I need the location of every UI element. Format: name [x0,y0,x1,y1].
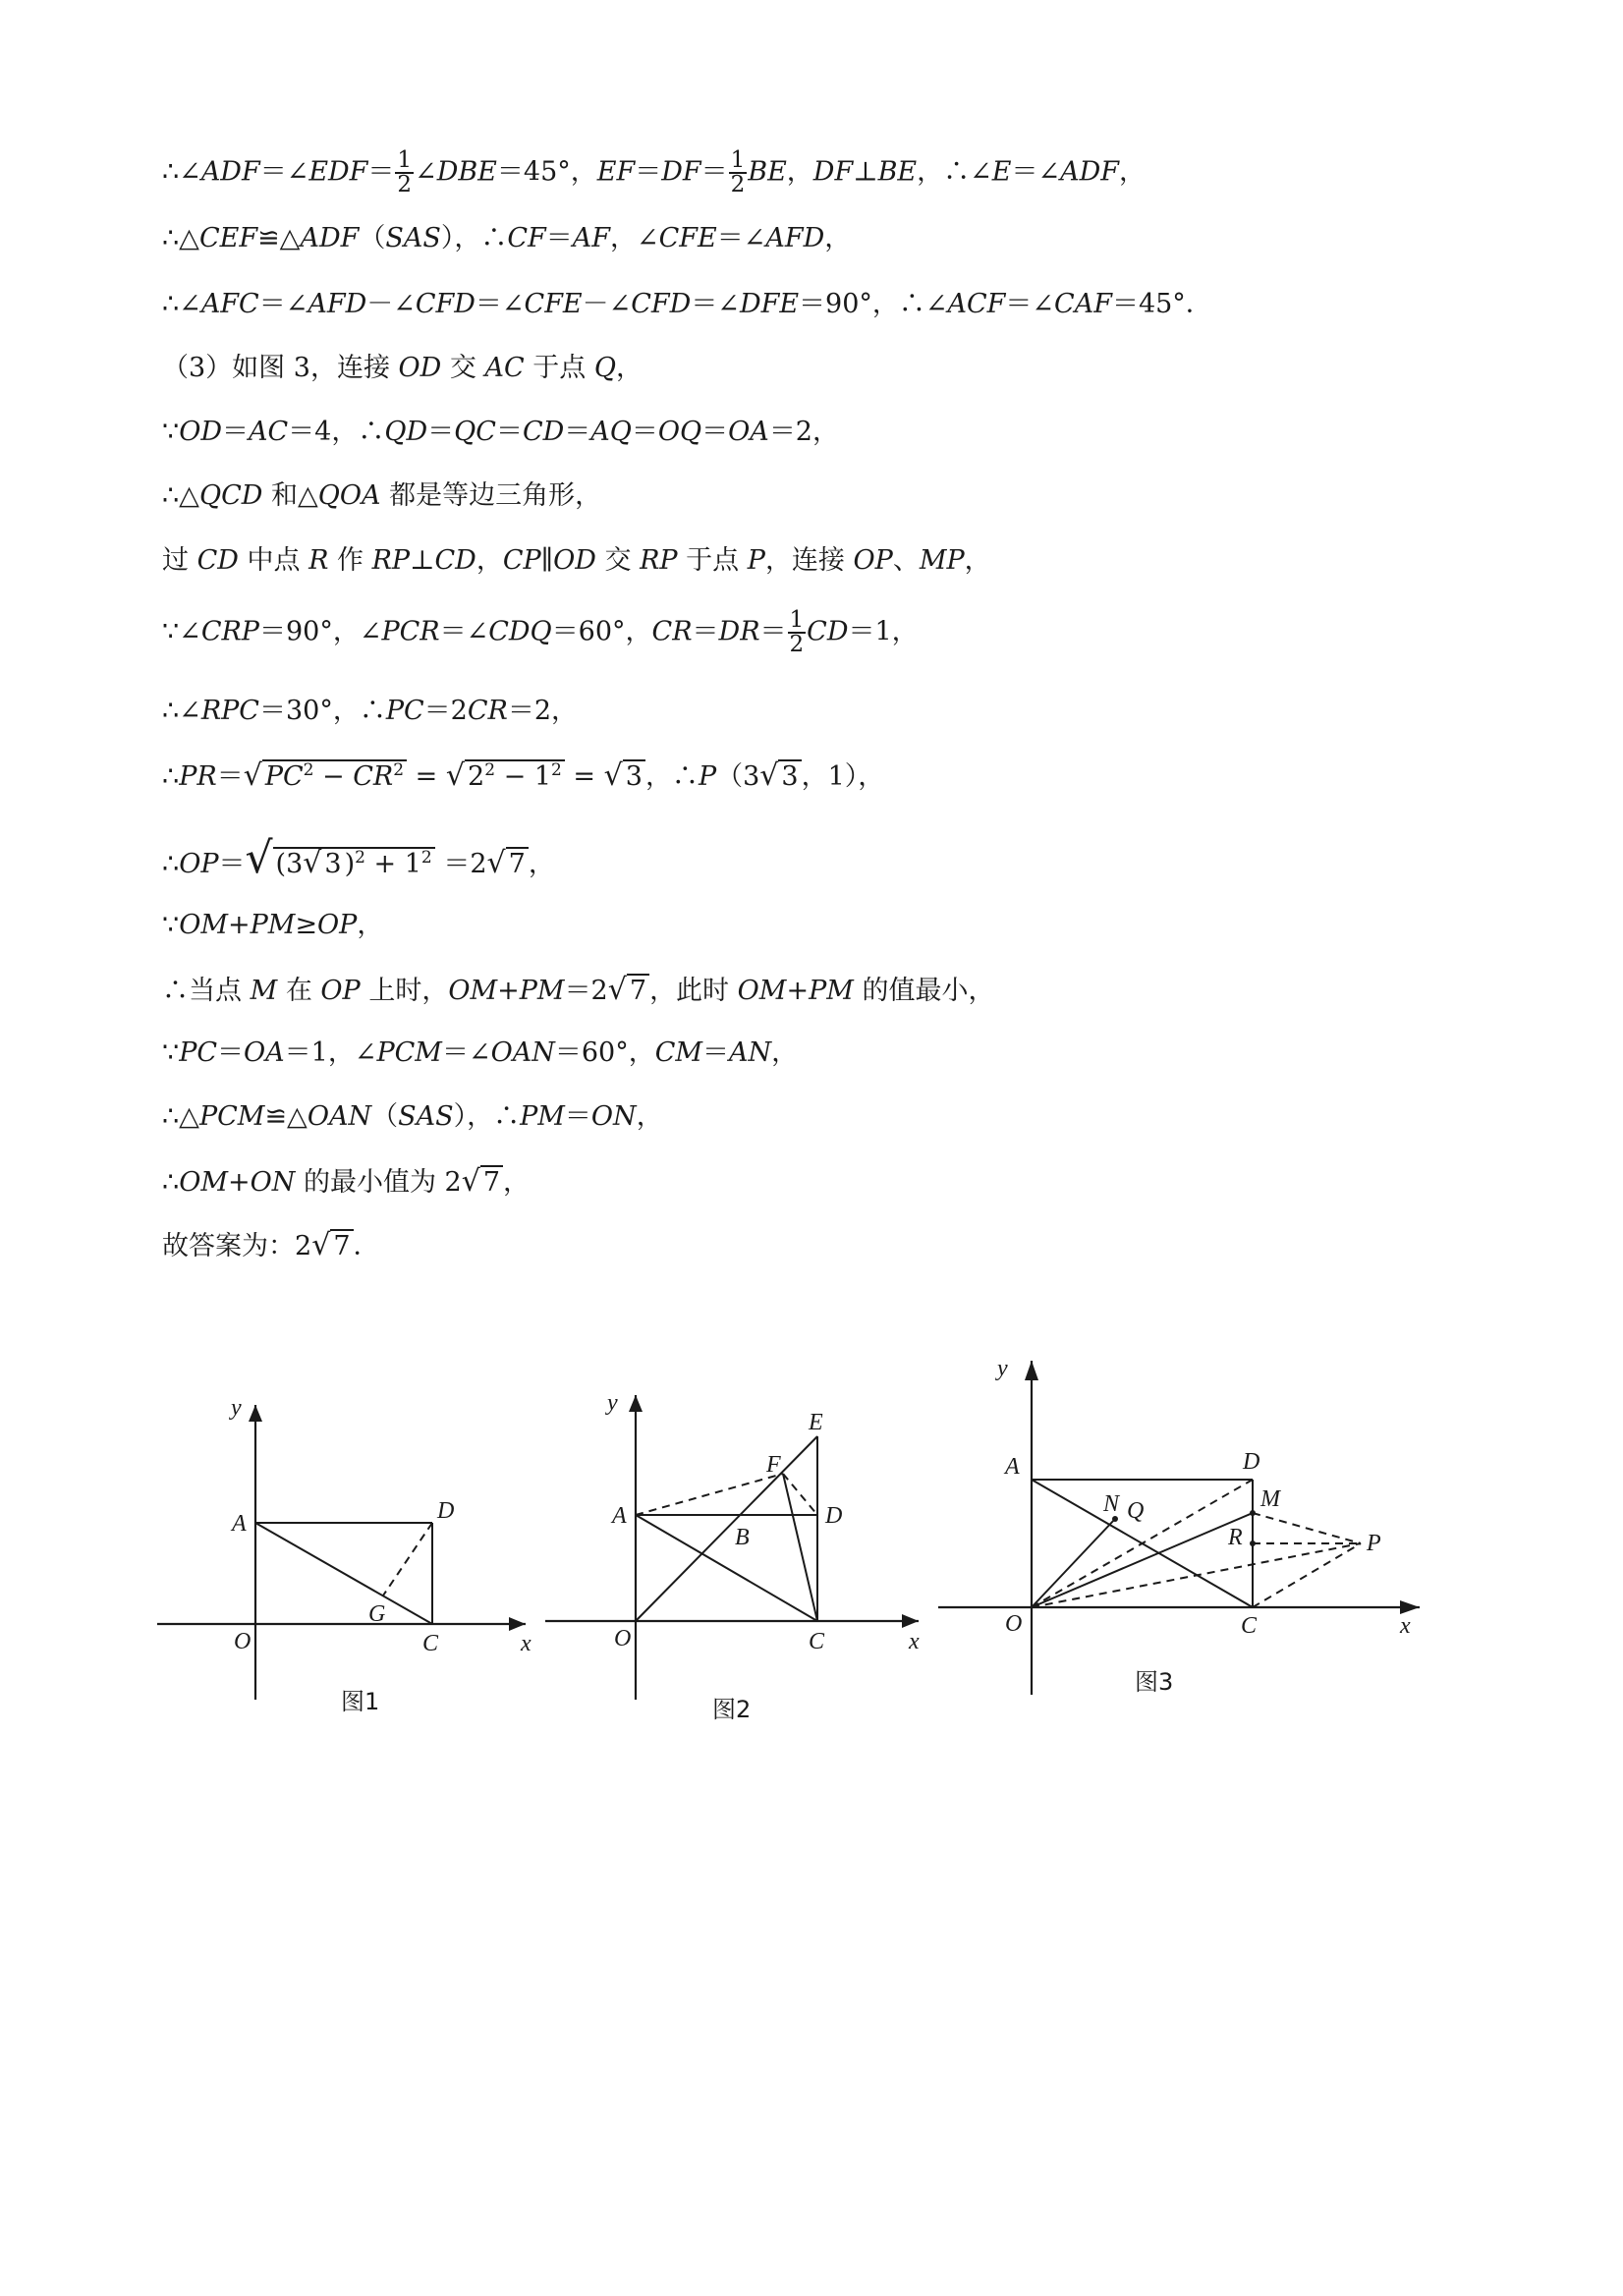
label-C: C [422,1631,439,1656]
figure-2-caption: 图2 [712,1696,752,1723]
figure-3-svg [938,1346,1429,1719]
figure-1-svg [157,1385,550,1729]
text-line-7: 过 CD 中点 R 作 RP⊥CD，CP∥OD 交 RP 于点 P，连接 OP、MP， [162,545,991,576]
x-arrow [509,1617,526,1631]
y-arrow [1025,1361,1038,1380]
segment-AC [636,1515,817,1621]
label-O: O [614,1626,632,1652]
label-O: O [234,1629,252,1654]
label-C: C [809,1629,825,1654]
label-A: A [612,1503,627,1529]
label-D: D [437,1498,455,1524]
text-line-6: ∴△QCD 和△QOA 都是等边三角形， [162,480,602,511]
label-C: C [1241,1613,1258,1639]
segment-OE [636,1436,817,1621]
y-arrow [629,1395,643,1412]
label-N: N [1103,1491,1120,1517]
text-line-9: ∴∠RPC＝30°，∴PC＝2CR＝2， [162,696,579,726]
text-line-11: ∴OP＝√ (3√ 3 )$^2 + 1^2 =2√$ 7 ， [162,833,555,883]
label-y: y [231,1395,242,1421]
segment-OP [1032,1543,1361,1607]
text-line-3: ∴∠AFC＝∠AFD－∠CFD＝∠CFE－∠CFD＝∠DFE＝90°，∴∠ACF＝∠CAF＝45°． [162,289,1212,319]
text-line-1: ∴∠ADF＝∠EDF＝ $\frac{1}{2}$ ∠DBE＝45°，EF＝DF＝ $\frac{1}{2}$ BE，DF⊥BE，∴∠E＝∠ADF， [162,147,1147,197]
x-arrow [1400,1600,1420,1614]
text-line-12: ∵OM+PM≥OP， [162,910,384,940]
text-line-17: 故答案为：2√ 7 ． [162,1228,380,1262]
label-Q: Q [1127,1498,1145,1524]
label-x: x [521,1631,532,1656]
figure-2 [545,1375,938,1743]
segment-DG [383,1523,432,1596]
label-D: D [1243,1449,1260,1475]
text-line-13: ∴当点 M 在 OP 上时，OM+PM＝2√ 7 ，此时 OM+PM 的值最小， [162,973,995,1007]
label-G: G [368,1601,386,1627]
text-line-8: ∵∠CRP＝90°，∠PCR＝∠CDQ＝60°，CR＝DR＝ $\frac{1}{2}$ CD＝1， [162,607,919,657]
text-line-2: ∴△CEF≌△ADF（SAS），∴CF＝AF，∠CFE＝∠AFD， [162,223,852,253]
label-E: E [809,1410,823,1435]
y-arrow [249,1405,262,1422]
segment-MP [1253,1513,1361,1543]
point-R [1250,1540,1256,1546]
segment-OM [1032,1513,1253,1607]
text-line-15: ∴△PCM≌△OAN（SAS），∴PM＝ON， [162,1101,663,1132]
figure-1 [157,1385,550,1733]
label-B: B [735,1525,750,1550]
label-F: F [766,1452,781,1478]
text-line-5: ∵OD＝AC＝4，∴QD＝QC＝CD＝AQ＝OQ＝OA＝2， [162,417,839,447]
point-M [1250,1510,1256,1516]
label-P: P [1367,1531,1381,1556]
label-y: y [607,1390,618,1416]
text-line-16: ∴OM+ON 的最小值为 2√ 7 ， [162,1164,531,1199]
text-line-10: ∴PR＝√ $PC^2 - CR^2$ = √ $2^2 - 1^2$ = √ 3 ，∴P（3√ 3 ，1）， [162,758,885,793]
label-O: O [1005,1611,1023,1637]
segment-AC [255,1523,432,1624]
label-M: M [1260,1486,1280,1512]
label-D: D [825,1503,843,1529]
label-R: R [1228,1525,1243,1550]
label-A: A [1005,1454,1020,1480]
figure-3-caption: 图3 [1135,1668,1174,1696]
label-A: A [232,1511,247,1537]
label-y: y [997,1356,1008,1381]
label-x: x [909,1629,920,1654]
text-line-4: （3）如图 3，连接 OD 交 AC 于点 Q， [162,353,643,383]
figure-2-svg [545,1375,938,1739]
figure-1-caption: 图1 [341,1688,380,1715]
label-x: x [1400,1613,1411,1639]
figure-3 [938,1346,1429,1723]
text-line-14: ∵PC＝OA＝1，∠PCM＝∠OAN＝60°，CM＝AN， [162,1037,799,1068]
x-arrow [902,1614,919,1628]
